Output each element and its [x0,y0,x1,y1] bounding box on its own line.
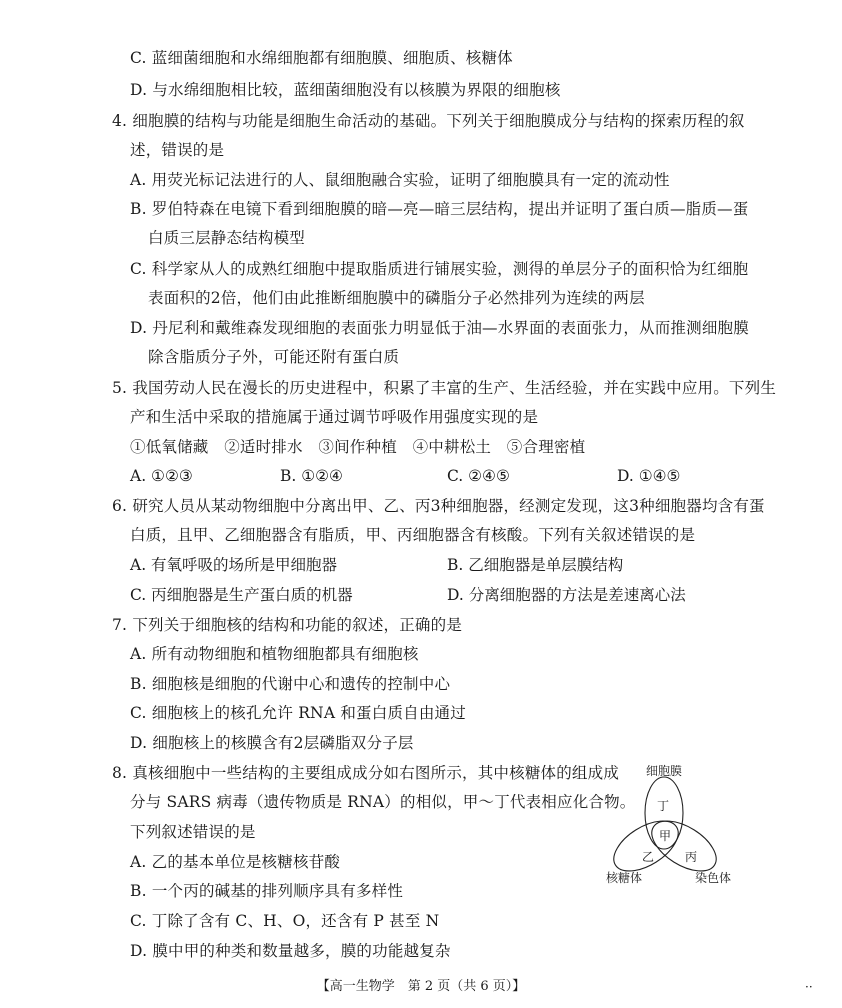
q8-stem-line2: 分与 SARS 病毒（遗传物质是 RNA）的相似，甲～丁代表相应化合物。 [130,793,636,811]
q4-option-d-line1: D. 丹尼利和戴维森发现细胞的表面张力明显低于油—水界面的表面张力，从而推测细胞膜 [130,319,749,337]
label-ribosome: 核糖体 [606,871,643,885]
q6-option-d: D. 分离细胞器的方法是差速离心法 [447,586,686,604]
label-jia: 甲 [659,829,672,843]
q7-option-b: B. 细胞核是细胞的代谢中心和遗传的控制中心 [130,675,451,693]
label-yi: 乙 [642,850,655,864]
composition-venn-diagram [598,758,748,888]
q8-option-c: C. 丁除了含有 C、H、O，还含有 P 甚至 N [130,912,440,930]
page-footer: 【高一生物学 第 2 页（共 6 页）】 [316,979,526,994]
q5-option-d: D. ①④⑤ [617,467,681,485]
q8-option-b: B. 一个丙的碱基的排列顺序具有多样性 [130,882,404,900]
q7-option-d: D. 细胞核上的核膜含有2层磷脂双分子层 [130,734,414,752]
q7-option-a: A. 所有动物细胞和植物细胞都具有细胞核 [130,645,419,663]
q4-option-c-line2: 表面积的2倍，他们由此推断细胞膜中的磷脂分子必然排列为连续的两层 [148,289,645,307]
q4-option-b-line2: 白质三层静态结构模型 [148,229,306,247]
q3-option-c: C. 蓝细菌细胞和水绵细胞都有细胞膜、细胞质、核糖体 [130,49,513,67]
label-bing: 丙 [685,850,698,864]
q5-stem-line1: 5. 我国劳动人民在漫长的历史进程中，积累了丰富的生产、生活经验，并在实践中应用。下列生 [112,379,777,397]
q4-option-d-line2: 除含脂质分子外，可能还附有蛋白质 [148,348,400,366]
q4-option-c-line1: C. 科学家从人的成熟红细胞中提取脂质进行铺展实验，测得的单层分子的面积恰为红细胞 [130,260,749,278]
q4-stem-line1: 4. 细胞膜的结构与功能是细胞生命活动的基础。下列关于细胞膜成分与结构的探索历程的叙 [112,112,745,130]
q4-option-a: A. 用荧光标记法进行的人、鼠细胞融合实验，证明了细胞膜具有一定的流动性 [130,171,670,189]
q5-items: ①低氧储藏 ②适时排水 ③间作种植 ④中耕松土 ⑤合理密植 [130,438,586,456]
q5-option-b: B. ①②④ [280,467,343,485]
label-ding: 丁 [657,799,670,813]
q6-option-c: C. 丙细胞器是生产蛋白质的机器 [130,586,353,604]
q5-option-a: A. ①②③ [130,467,193,485]
q8-stem-line3: 下列叙述错误的是 [130,823,256,841]
q6-stem-line2: 白质，且甲、乙细胞器含有脂质，甲、丙细胞器含有核酸。下列有关叙述错误的是 [130,526,696,544]
label-chromosome: 染色体 [695,871,732,885]
corner-mark: ·· [805,980,813,994]
q6-option-a: A. 有氧呼吸的场所是甲细胞器 [130,556,338,574]
q6-stem-line1: 6. 研究人员从某动物细胞中分离出甲、乙、丙3种细胞器，经测定发现，这3种细胞器均含有蛋 [112,497,765,515]
q6-option-b: B. 乙细胞器是单层膜结构 [447,556,624,574]
q4-stem-line2: 述，错误的是 [130,141,225,159]
q8-option-a: A. 乙的基本单位是核糖核苷酸 [130,853,341,871]
q5-stem-line2: 产和生活中采取的措施属于通过调节呼吸作用强度实现的是 [130,408,539,426]
q3-option-d: D. 与水绵细胞相比较，蓝细菌细胞没有以核膜为界限的细胞核 [130,81,561,99]
q8-stem-line1: 8. 真核细胞中一些结构的主要组成成分如右图所示，其中核糖体的组成成 [112,764,620,782]
q5-option-c: C. ②④⑤ [447,467,510,485]
q7-option-c: C. 细胞核上的核孔允许 RNA 和蛋白质自由通过 [130,704,466,722]
q8-option-d: D. 膜中甲的种类和数量越多，膜的功能越复杂 [130,942,451,960]
label-membrane: 细胞膜 [646,764,683,778]
q7-stem: 7. 下列关于细胞核的结构和功能的叙述，正确的是 [112,616,463,634]
q4-option-b-line1: B. 罗伯特森在电镜下看到细胞膜的暗—亮—暗三层结构，提出并证明了蛋白质—脂质—蛋 [130,200,749,218]
